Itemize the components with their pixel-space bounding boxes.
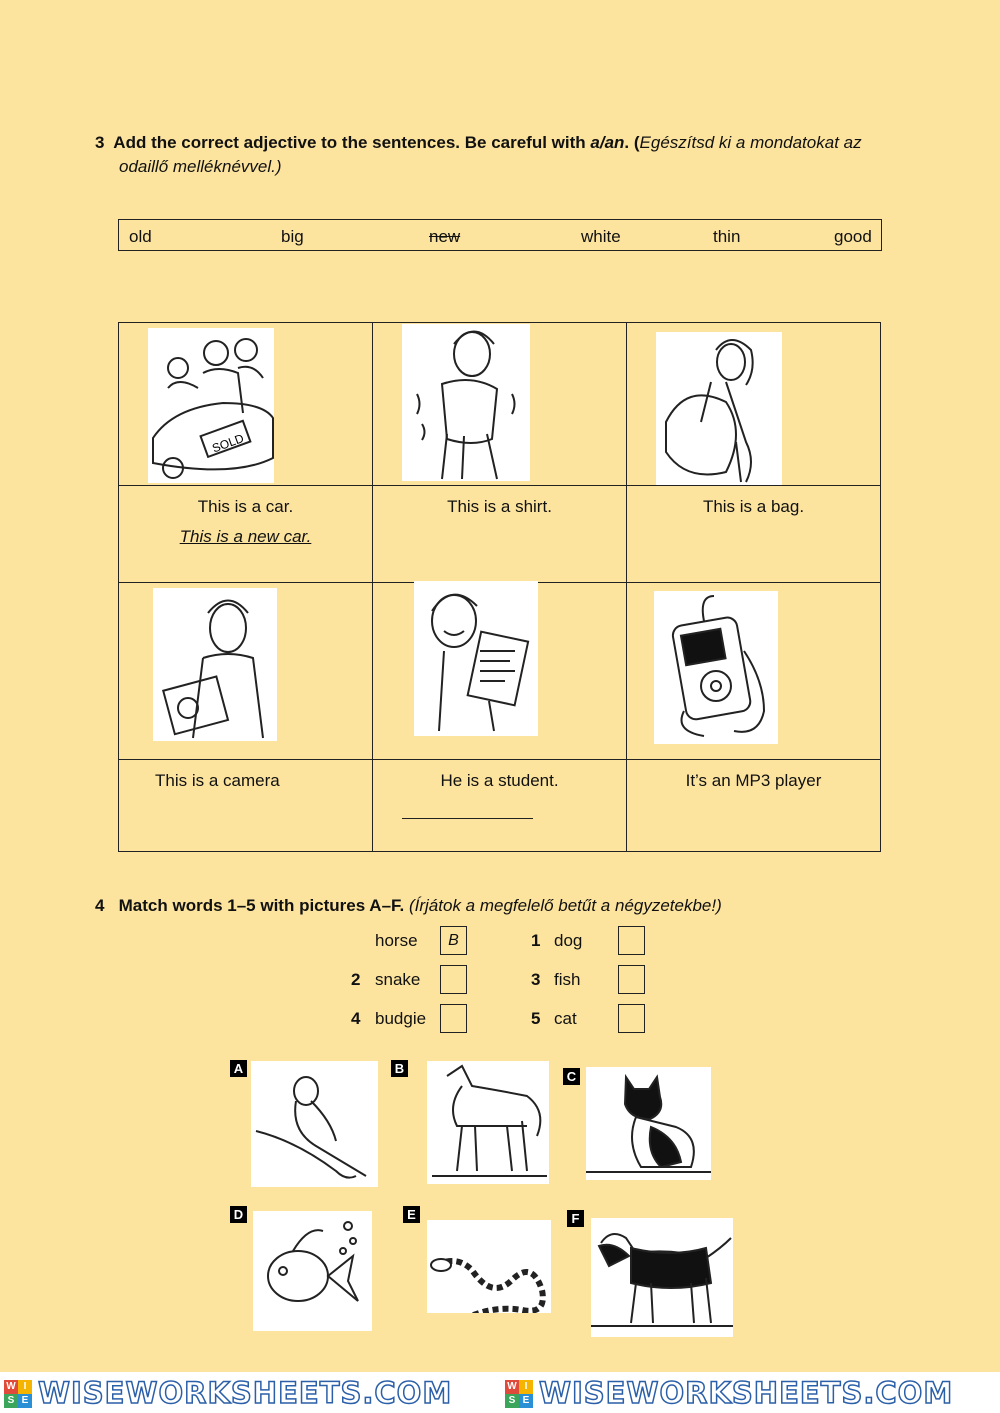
sold-car-illustration <box>148 328 274 483</box>
word-new-crossed[interactable]: new <box>429 227 461 246</box>
sentence-bag: This is a bag. <box>702 497 805 516</box>
exercise-4-title <box>95 896 895 916</box>
answer-box-snake[interactable] <box>440 965 467 994</box>
mini-letter-e: E <box>519 1394 533 1408</box>
picture-letter-f: F <box>567 1210 584 1227</box>
exercise-3-hungarian-2: odaillő melléknévvel.) <box>119 157 282 176</box>
match-num-3: 3 <box>531 970 541 989</box>
word-old[interactable]: old <box>129 227 152 246</box>
sentence-cell-mp3 <box>627 760 881 852</box>
sentence-student: He is a student. <box>440 771 559 790</box>
word-box <box>118 219 882 251</box>
mini-letter-w: W <box>4 1380 18 1394</box>
picture-letter-a: A <box>230 1060 247 1077</box>
shivering-boy-illustration <box>402 324 530 481</box>
mini-letter-i: I <box>519 1380 533 1394</box>
exercise-3-number: 3 <box>95 133 105 152</box>
exercise-4-hungarian: (Írjátok a megfelelő betűt a négyzetekbe!) <box>408 896 722 915</box>
fish-picture <box>253 1211 372 1331</box>
exercise-3-instruction: Add the correct adjective to the sentences. Be careful with <box>113 133 591 152</box>
sentence-cell-shirt <box>373 486 627 583</box>
girl-with-bag-illustration <box>656 332 782 485</box>
sentence-camera: This is a camera <box>155 771 280 790</box>
match-num-2: 2 <box>351 970 361 989</box>
picture-cell-car <box>119 323 373 486</box>
match-word-dog: dog <box>554 931 583 950</box>
mini-letter-s: S <box>4 1394 18 1408</box>
mp3-player-illustration <box>654 591 778 744</box>
sentence-shirt: This is a shirt. <box>447 497 552 516</box>
mini-letter-e: E <box>18 1394 32 1408</box>
picture-cell-bag <box>627 323 881 486</box>
footer-watermark <box>0 1372 1000 1413</box>
woman-camera-illustration <box>153 588 277 741</box>
dog-picture <box>591 1218 733 1337</box>
answer-box-cat[interactable] <box>618 1004 645 1033</box>
picture-cell-student <box>373 583 627 760</box>
match-word-fish: fish <box>554 970 581 989</box>
sentence-cell-bag <box>627 486 881 583</box>
mini-letter-i: I <box>18 1380 32 1394</box>
answer-blank-student[interactable] <box>402 818 533 819</box>
word-big[interactable]: big <box>281 227 304 246</box>
sentence-cell-car <box>119 486 373 583</box>
brand-mini-logo-2 <box>505 1380 533 1408</box>
mini-letter-w: W <box>505 1380 519 1394</box>
match-word-snake: snake <box>375 970 421 989</box>
exercise-4-number: 4 <box>95 896 105 915</box>
match-word-cat: cat <box>554 1009 577 1028</box>
picture-letter-d: D <box>230 1206 247 1223</box>
sentence-car: This is a car. <box>197 497 294 516</box>
brand-logo-1: WISEWORKSHEETS.COM <box>38 1376 453 1410</box>
mini-letter-s: S <box>505 1394 519 1408</box>
picture-cell-camera <box>119 583 373 760</box>
brand-logo-2: WISEWORKSHEETS.COM <box>539 1376 954 1410</box>
exercise-3-grid <box>118 322 881 852</box>
answer-car[interactable]: This is a new car. <box>179 527 312 546</box>
word-white[interactable]: white <box>581 227 621 246</box>
match-num-1: 1 <box>531 931 541 950</box>
svg-text:SOLD: SOLD <box>210 431 246 456</box>
picture-letter-c: C <box>563 1068 580 1085</box>
match-num-4: 4 <box>351 1009 361 1028</box>
match-word-budgie: budgie <box>375 1009 427 1028</box>
cat-picture <box>586 1067 711 1180</box>
answer-box-fish[interactable] <box>618 965 645 994</box>
picture-cell-mp3 <box>627 583 881 760</box>
exercise-3-hungarian-1: Egészítsd ki a mondatokat az <box>639 133 862 152</box>
sentence-cell-student <box>373 760 627 852</box>
sentence-cell-camera <box>119 760 373 852</box>
horse-picture <box>427 1061 549 1184</box>
answer-box-horse[interactable]: B <box>440 926 467 955</box>
picture-letter-b: B <box>391 1060 408 1077</box>
word-good[interactable]: good <box>834 227 872 246</box>
exercise-3-punct: . ( <box>624 133 640 152</box>
picture-cell-shirt <box>373 323 627 486</box>
exercise-3-aan: a/an <box>590 133 625 152</box>
match-word-horse: horse <box>375 931 418 950</box>
answer-box-dog[interactable] <box>618 926 645 955</box>
sentence-mp3: It’s an MP3 player <box>685 771 822 790</box>
exercise-3-title <box>95 131 895 179</box>
boy-certificate-illustration <box>414 581 538 736</box>
snake-picture <box>427 1220 551 1313</box>
word-thin[interactable]: thin <box>713 227 741 246</box>
budgie-picture <box>251 1061 378 1187</box>
answer-box-budgie[interactable] <box>440 1004 467 1033</box>
brand-mini-logo-1 <box>4 1380 32 1408</box>
match-num-5: 5 <box>531 1009 541 1028</box>
exercise-4-instruction: Match words 1–5 with pictures A–F. <box>118 896 405 915</box>
picture-letter-e: E <box>403 1206 420 1223</box>
